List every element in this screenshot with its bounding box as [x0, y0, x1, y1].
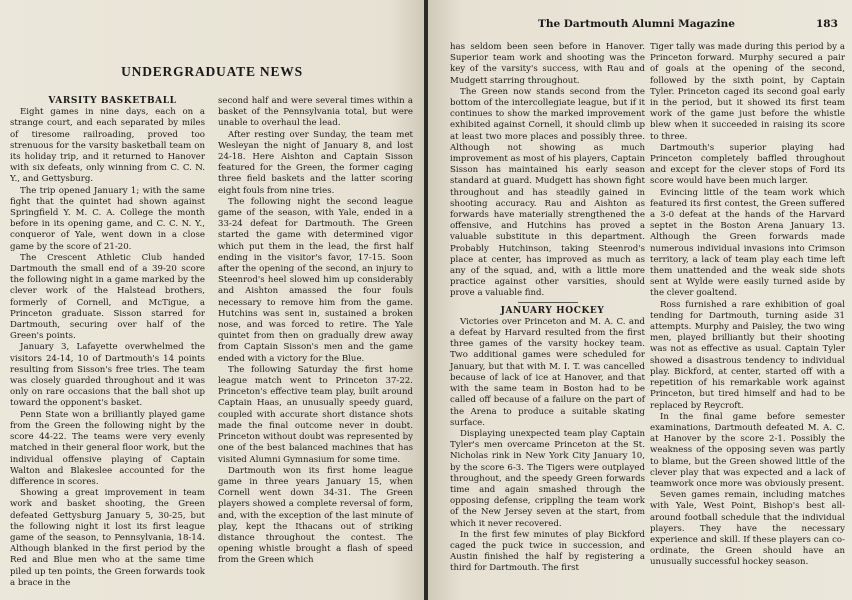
- column-3: [450, 42, 645, 575]
- paragraph: In the first few minutes of play Bickford caged the puck twice in succession, and Austin finished the half by registering a third for Dartmouth. The first: [450, 529, 645, 574]
- paragraph: Showing a great improvement in team work and basket shooting, the Green defeated Gettysburg January 5, 30-25, but the following night it lost its first league game of the season, to Pennsylvania, 18-14. Although blanked in the first period by the Red and Blue men who at the same time piled up ten points, the Green forwards took a brace in the: [10, 488, 205, 588]
- paragraph: The trip opened January 1; with the same fight that the quintet had shown against Springfield Y. M. C. A. College the month before in its opening game, and C. C. N. Y., conqueror of Yale, went down in a close game by the score of 21-20.: [10, 185, 205, 252]
- column-2-body: [218, 96, 413, 567]
- section-title: UNDERGRADUATE NEWS: [121, 64, 303, 79]
- right-page: [428, 0, 852, 600]
- paragraph: The Green now stands second from the bottom of the intercollegiate league, but if it continues to show the marked improvement exhibited against Cornell, it should climb up at least two more places and possibly three. Although not showing as much improvement as most of his players, Captain Sisson has maintained his early season standard at guard. Mudgett has shown fight throughout and has steadily gained in shooting accuracy. Rau and Aishton as forwards have materially strengthened the offensive, and Hutchins has proved a valuable substitute in this department. Probably Hutchinson, taking Steenrod's place at center, has improved as much as any of the squad, and, with a little more practice against other varsities, should prove a valuable find.: [450, 86, 645, 299]
- paragraph: Victories over Princeton and M. A. C. and a defeat by Harvard resulted from the first three games of the varsity hockey team. Two additional games were scheduled for January, but that with M. I. T. was cancelled because of lack of ice at Hanover, and that with the same team in Boston had to be called off because of a failure on the part of the Arena to produce a suitable skating surface.: [450, 316, 645, 428]
- paragraph: The following night the second league game of the season, with Yale, ended in a 33-24 defeat for Dartmouth. The Green started the game with determined vigor which put them in the lead, the first half ending in the visitor's favor, 17-15. Soon after the opening of the second, an injury to Steenrod's heel slowed him up considerably and Aishton amassed the four fouls necessary to remove him from the game. Hutchins was sent in, sustained a broken nose, and was forced to retire. The Yale quintet from then on gradually drew away from Captain Sisson's men and the game ended with a victory for the Blue.: [218, 196, 413, 364]
- column-4-body: [650, 42, 845, 569]
- column-3-body-top: [450, 42, 645, 300]
- divider: [518, 302, 578, 303]
- paragraph: has seldom been seen before in Hanover. Superior team work and shooting was the key of the varsity's success, with Rau and Mudgett starring throughout.: [450, 42, 645, 86]
- paragraph: Seven games remain, including matches with Yale, West Point, Bishop's best all-around football schedule that the individual players. They have the necessary experience and skill. If these players can co-ordinate, the Green should have an unusually successful hockey season.: [650, 490, 845, 568]
- paragraph: Ross furnished a rare exhibition of goal tending for Dartmouth, turning aside 31 attempts. Murphy and Paisley, the two wing men, played brilliantly but their shooting was not as effective as usual. Captain Tyler showed a disastrous tendency to individual play. Bickford, at center, started off with a repetition of his remarkable work against Princeton, but tired himself and had to be replaced by Reycroft.: [650, 299, 845, 411]
- column-4: [650, 42, 845, 569]
- varsity-basketball-heading: VARSITY BASKETBALL: [48, 96, 177, 106]
- paragraph: Penn State won a brilliantly played game from the Green the following night by the score 44-22. The teams were very evenly matched in their general floor work, but the individual offensive playing of Captain Walton and Blakeslee accounted for the difference in scores.: [10, 409, 205, 487]
- left-page: [0, 0, 424, 600]
- paragraph: Displaying unexpected team play Captain Tyler's men overcame Princeton at the St. Nicholas rink in New York City January 10, by the score 6-3. The Tigers were outplayed throughout, and the speedy Green forwards time and again smashed through the opposing defense, crippling the team work of the New Jersey seven at the start, from which it never recovered.: [450, 428, 645, 529]
- column-1: [10, 96, 205, 589]
- paragraph: Dartmouth's superior playing had Princeton completely baffled throughout and except for the clever stops of Ford its score would have been much larger.: [650, 142, 845, 187]
- paragraph: second half and were several times within a basket of the Pennsylvania total, but were unable to overhaul the lead.: [218, 96, 413, 129]
- paragraph: Dartmouth won its first home league game in three years January 15, when Cornell went down 34-31. The Green players showed a complete reversal of form, and, with the exception of the last minute of play, kept the Ithacans out of striking distance throughout the contest. The opening whistle brought a flash of speed from the Green which: [218, 465, 413, 566]
- paragraph: After resting over Sunday, the team met Wesleyan the night of January 8, and lost 24-18. Here Aishton and Captain Sisson featured for the Green, the former caging three field baskets and the latter scoring eight fouls from nine tries.: [218, 129, 413, 196]
- paragraph: January 3, Lafayette overwhelmed the visitors 24-14, 10 of Dartmouth's 14 points resulting from Sisson's free tries. The team was closely guarded throughout and it was only on rare occasions that the ball shot up toward the opponent's basket.: [10, 342, 205, 409]
- column-3-body-bottom: [450, 317, 645, 575]
- column-2: [218, 96, 413, 567]
- page-number: 183: [816, 18, 838, 30]
- january-hockey-heading: JANUARY HOCKEY: [500, 305, 605, 316]
- running-head: The Dartmouth Alumni Magazine: [538, 18, 735, 30]
- paragraph: Evincing little of the team work which featured its first contest, the Green suffered a 3-0 defeat at the hands of the Harvard septet in the Boston Arena January 13. Although the Green forwards made numerous individual invasions into Crimson territory, a lack of team play each time left them unattended and the weak side shots sent at Wylde were easily turned aside by the clever goaltend.: [650, 187, 845, 299]
- paragraph: The following Saturday the first home league match went to Princeton 37-22. Princeton's effective team play, built around Captain Haas, an unusually speedy guard, coupled with accurate short distance shots made the final outcome never in doubt. Princeton without doubt was represented by one of the best balanced machines that has visited Alumni Gymnasium for some time.: [218, 364, 413, 465]
- column-1-body: [10, 107, 205, 589]
- paragraph: Eight games in nine days, each on a strange court, and each separated by miles of tiresome railroading, proved too strenuous for the varsity basketball team on its holiday trip, and it returned to Hanover with six defeats, only winning from C. C. N. Y., and Gettysburg.: [10, 107, 205, 185]
- paragraph: In the final game before semester examinations, Dartmouth defeated M. A. C. at Hanover by the score 2-1. Possibly the weakness of the opposing seven was partly to blame, but the Green showed little of the clever play that was expected and a lack of teamwork once more was obviously present.: [650, 411, 845, 489]
- paragraph: The Crescent Athletic Club handed Dartmouth the small end of a 39-20 score the following night in a game marked by the clever work of the Halstead brothers, formerly of Cornell, and McTigue, a Princeton graduate. Sisson starred for Dartmouth, securing over half of the Green's points.: [10, 252, 205, 342]
- paragraph: Tiger tally was made during this period by a Princeton forward. Murphy secured a pair of goals at the opening of the second, followed by the sixth point, by Captain Tyler. Princeton caged its second goal early in the period, but it showed its first team work of the game just before the whistle blew when it succeeded in raising its score to three.: [650, 42, 845, 142]
